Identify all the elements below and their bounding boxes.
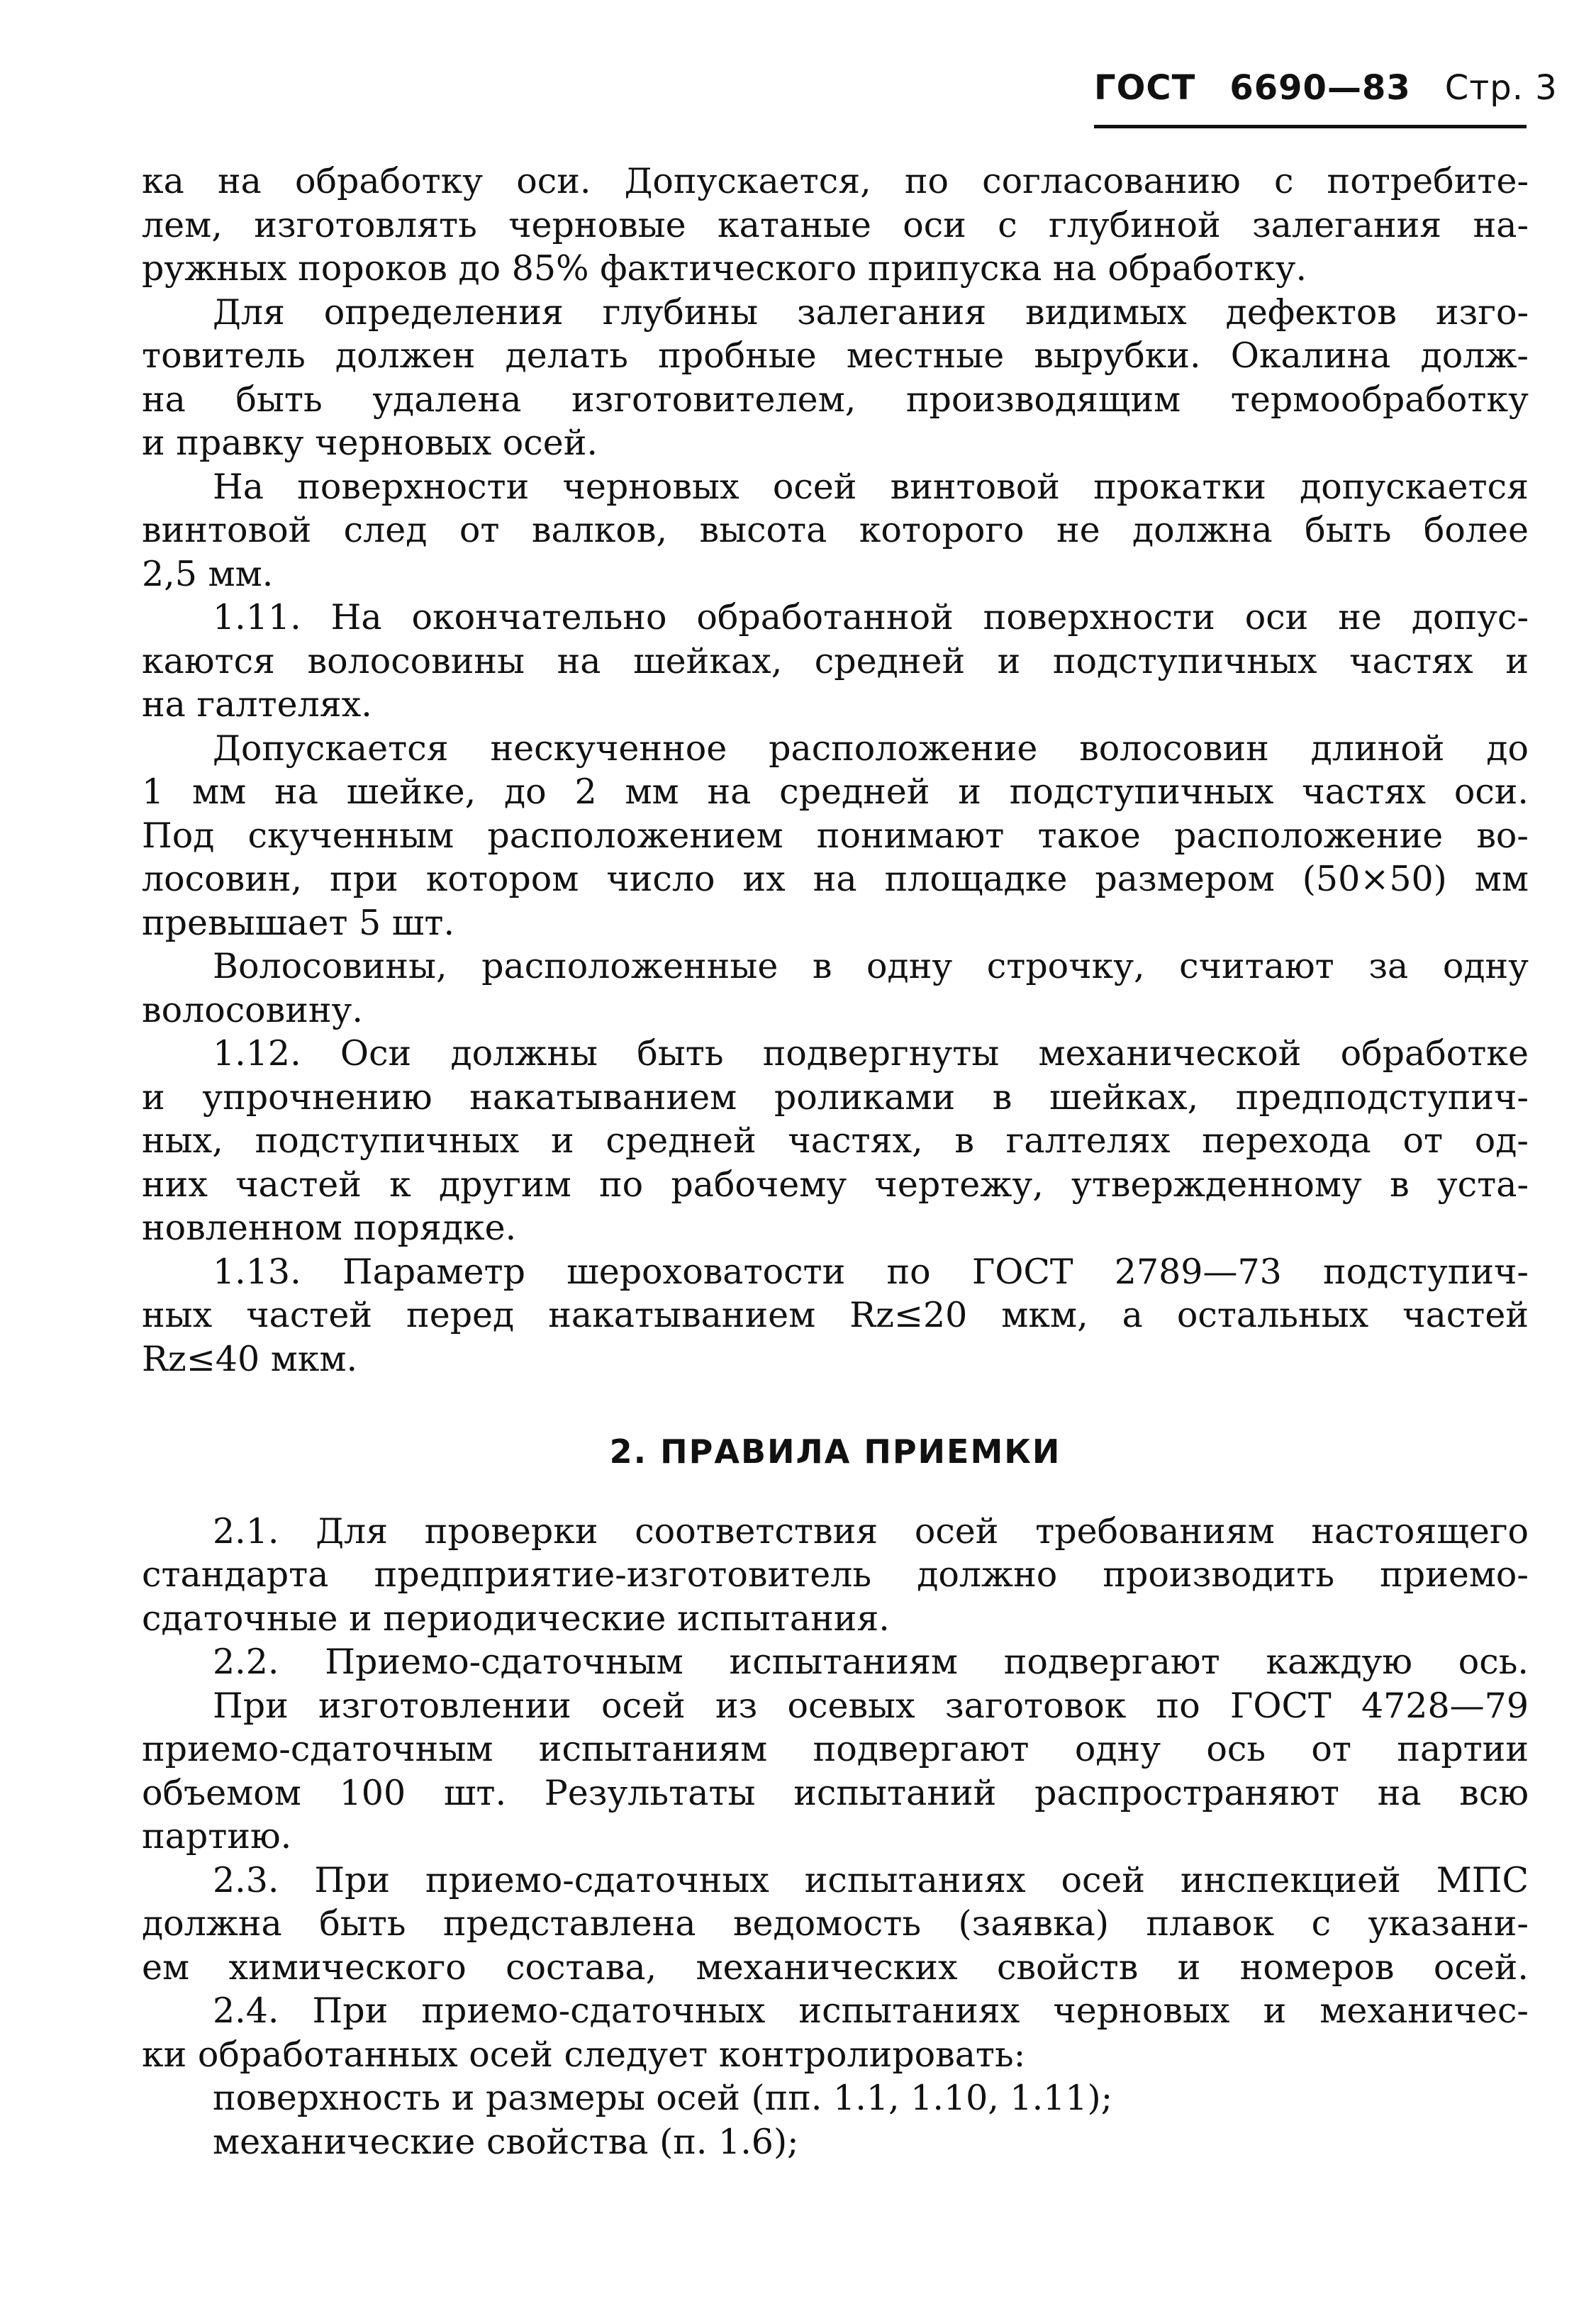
text-line: волосовину. bbox=[142, 989, 363, 1030]
text-line: ных частей перед накатыванием Rz≤20 мкм, а остальных частей bbox=[142, 1295, 1529, 1335]
text-line: Под скученным расположением понимают такое расположение во- bbox=[142, 815, 1529, 856]
text-line: 1.13. Параметр шероховатости по ГОСТ 2789—73 подступич- bbox=[213, 1251, 1529, 1292]
text-line: Для определения глубины залегания видимых дефектов изго- bbox=[213, 291, 1529, 333]
text-line: сдаточные и периодические испытания. bbox=[142, 1598, 890, 1639]
text-line: 2.1. Для проверки соответствия осей требованиям настоящего bbox=[213, 1510, 1529, 1552]
text-line: 2.2. Приемо-сдаточным испытаниям подвергают каждую ось. bbox=[213, 1642, 1529, 1682]
text-line: 2.3. При приемо-сдаточных испытаниях осей инспекцией МПС bbox=[213, 1859, 1529, 1900]
text-line: объемом 100 шт. Результаты испытаний распространяют на всю bbox=[142, 1772, 1529, 1813]
text-line: ных, подступичных и средней частях, в галтелях перехода от од- bbox=[142, 1120, 1529, 1161]
text-line: ем химического состава, механических свойств и номеров осей. bbox=[142, 1947, 1529, 1988]
text-line: приемо-сдаточным испытаниям подвергают одну ось от партии bbox=[142, 1729, 1529, 1769]
text-line: и правку черновых осей. bbox=[142, 423, 598, 463]
text-line: новленном порядке. bbox=[142, 1208, 517, 1248]
text-line: них частей к другим по рабочему чертежу, утвержденному в уста- bbox=[142, 1164, 1529, 1205]
paragraph bbox=[142, 596, 1529, 727]
page-header bbox=[1094, 68, 1558, 108]
header-rule bbox=[1094, 125, 1527, 128]
text-line: Волосовины, расположенные в одну строчку, считают за одну bbox=[213, 946, 1529, 986]
text-line: на галтелях. bbox=[142, 684, 372, 725]
text-line: стандарта предприятие-изготовитель должно производить приемо- bbox=[142, 1554, 1529, 1595]
paragraph bbox=[142, 1859, 1529, 1990]
text-line: на быть удалена изготовителем, производящим термообработку bbox=[142, 379, 1529, 420]
page-body bbox=[142, 160, 1529, 2164]
header-page-label: Стр. 3 bbox=[1444, 68, 1558, 108]
text-line: должна быть представлена ведомость (заявка) плавок с указани- bbox=[142, 1903, 1529, 1944]
text-line: ка на обработку оси. Допускается, по согласованию с потребите- bbox=[142, 161, 1529, 201]
paragraph bbox=[142, 291, 1529, 465]
paragraph bbox=[142, 160, 1529, 291]
text-line: каются волосовины на шейках, средней и подступичных частях и bbox=[142, 640, 1529, 681]
text-line: винтовой след от валков, высота которого не должна быть более bbox=[142, 510, 1529, 550]
text-line: превышает 5 шт. bbox=[142, 902, 455, 943]
text-line: 2,5 мм. bbox=[142, 553, 274, 594]
paragraph bbox=[142, 465, 1529, 596]
text-line: При изготовлении осей из осевых заготовок по ГОСТ 4728—79 bbox=[213, 1685, 1529, 1726]
text-line: 1.12. Оси должны быть подвергнуты механической обработке bbox=[213, 1033, 1529, 1074]
text-line: Допускается нескученное расположение волосовин длиной до bbox=[213, 728, 1529, 769]
header-standard: ГОСТ bbox=[1094, 68, 1196, 108]
list bbox=[142, 2076, 1529, 2164]
paragraph bbox=[142, 1640, 1529, 1684]
text-line: лосовин, при котором число их на площадке размером (50×50) мм bbox=[142, 859, 1529, 899]
text-line: лем, изготовлять черновые катаные оси с глубиной залегания на- bbox=[142, 204, 1529, 245]
text-line: Rz≤40 мкм. bbox=[142, 1338, 358, 1379]
text-line: На поверхности черновых осей винтовой прокатки допускается bbox=[213, 466, 1529, 507]
text-line: и упрочнению накатыванием роликами в шейках, предподступич- bbox=[142, 1076, 1529, 1118]
list-item: механические свойства (п. 1.6); bbox=[213, 2121, 799, 2162]
paragraph bbox=[142, 1684, 1529, 1859]
paragraph bbox=[142, 1989, 1529, 2076]
text-line: ки обработанных осей следует контролировать: bbox=[142, 2034, 1026, 2075]
paragraph bbox=[142, 1510, 1529, 1641]
text-line: 2.4. При приемо-сдаточных испытаниях черновых и механичес- bbox=[213, 1991, 1529, 2031]
paragraph bbox=[142, 1250, 1529, 1381]
text-line: партию. bbox=[142, 1816, 292, 1856]
text-line: 1.11. На окончательно обработанной поверхности оси не допус- bbox=[213, 597, 1529, 638]
text-line: ружных пороков до 85% фактического припуска на обработку. bbox=[142, 248, 1307, 289]
paragraph bbox=[142, 1032, 1529, 1250]
text-line: товитель должен делать пробные местные вырубки. Окалина долж- bbox=[142, 335, 1529, 376]
text-line: 1 мм на шейке, до 2 мм на средней и подступичных частях оси. bbox=[142, 772, 1529, 812]
paragraph bbox=[142, 727, 1529, 945]
paragraph bbox=[142, 945, 1529, 1032]
header-number: 6690—83 bbox=[1229, 68, 1411, 108]
section-title: 2. ПРАВИЛА ПРИЕМКИ bbox=[609, 1432, 1061, 1471]
list-item: поверхность и размеры осей (пп. 1.1, 1.10, 1.11); bbox=[213, 2078, 1113, 2118]
